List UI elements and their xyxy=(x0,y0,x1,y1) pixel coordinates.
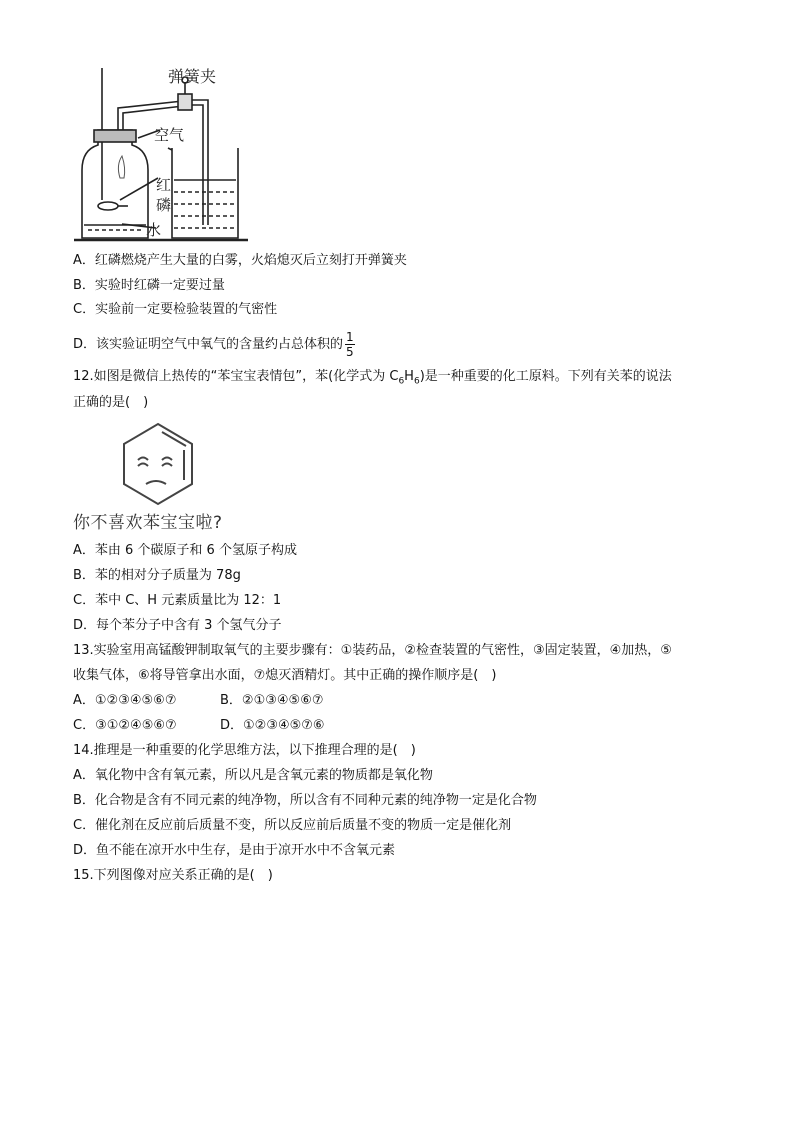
water-label: 水 xyxy=(146,221,162,239)
q12-option-d: D．每个苯分子中含有 3 个氢气分子 xyxy=(73,618,282,633)
q13-stem-line2: 收集气体，⑥将导管拿出水面，⑦熄灭酒精灯。其中正确的操作顺序是( ) xyxy=(73,668,497,683)
fraction-denominator: 5 xyxy=(346,345,354,359)
q12-stem-part-b: H xyxy=(404,369,414,384)
q13-option-a: A．①②③④⑤⑥⑦ xyxy=(73,693,177,708)
q11-option-c: C．实验前一定要检验装置的气密性 xyxy=(73,302,278,317)
q11-option-d xyxy=(73,330,355,360)
q11-option-b: B．实验时红磷一定要过量 xyxy=(73,278,225,293)
q12-subscript-h: 6 xyxy=(413,376,420,387)
q14-stem: 14.推理是一种重要的化学思维方法，以下推理合理的是( ) xyxy=(73,743,416,758)
q12-stem-line2: 正确的是( ) xyxy=(73,395,149,410)
apparatus-figure xyxy=(60,60,260,245)
q12-stem-line1 xyxy=(73,368,672,391)
q14-option-c: C．催化剂在反应前后质量不变，所以反应前后质量不变的物质一定是催化剂 xyxy=(73,818,512,833)
q12-option-a: A．苯由 6 个碳原子和 6 个氢原子构成 xyxy=(73,543,297,558)
q12-option-b: B．苯的相对分子质量为 78g xyxy=(73,568,241,583)
benzene-emoji-figure xyxy=(118,420,198,510)
q12-stem-part-a: 12.如图是微信上热传的“苯宝宝表情包”，苯(化学式为 C xyxy=(73,369,399,384)
q15-stem: 15.下列图像对应关系正确的是( ) xyxy=(73,868,273,883)
q12-stem-part-c: )是一种重要的化工原料。下列有关苯的说法 xyxy=(419,369,672,384)
fraction-one-fifth xyxy=(345,330,355,359)
fraction-numerator: 1 xyxy=(346,330,354,344)
q12-option-c: C．苯中 C、H 元素质量比为 12：1 xyxy=(73,593,282,608)
q14-option-d: D．鱼不能在凉开水中生存，是由于凉开水中不含氧元素 xyxy=(73,843,396,858)
clamp-label: 弹簧夹 xyxy=(168,67,217,86)
q13-option-c: C．③①②④⑤⑥⑦ xyxy=(73,718,177,733)
benzene-caption: 你不喜欢苯宝宝啦? xyxy=(73,513,223,533)
q11-option-d-text: D．该实验证明空气中氧气的含量约占总体积的 xyxy=(73,337,344,352)
q13-stem-line1: 13.实验室用高锰酸钾制取氧气的主要步骤有：①装药品，②检查装置的气密性，③固定装置，④加热，⑤ xyxy=(73,643,672,658)
q13-option-b: B．②①③④⑤⑥⑦ xyxy=(220,693,324,708)
red-label-2: 磷 xyxy=(156,196,172,214)
air-label: 空气 xyxy=(154,126,185,144)
q14-option-b: B．化合物是含有不同元素的纯净物，所以含有不同种元素的纯净物一定是化合物 xyxy=(73,793,537,808)
q11-option-a: A．红磷燃烧产生大量的白雾，火焰熄灭后立刻打开弹簧夹 xyxy=(73,253,407,268)
q13-option-d: D．①②③④⑤⑦⑥ xyxy=(220,718,325,733)
q12-subscript-c: 6 xyxy=(398,376,405,387)
red-label-1: 红 xyxy=(156,176,172,194)
q14-option-a: A．氧化物中含有氧元素，所以凡是含氧元素的物质都是氧化物 xyxy=(73,768,433,783)
